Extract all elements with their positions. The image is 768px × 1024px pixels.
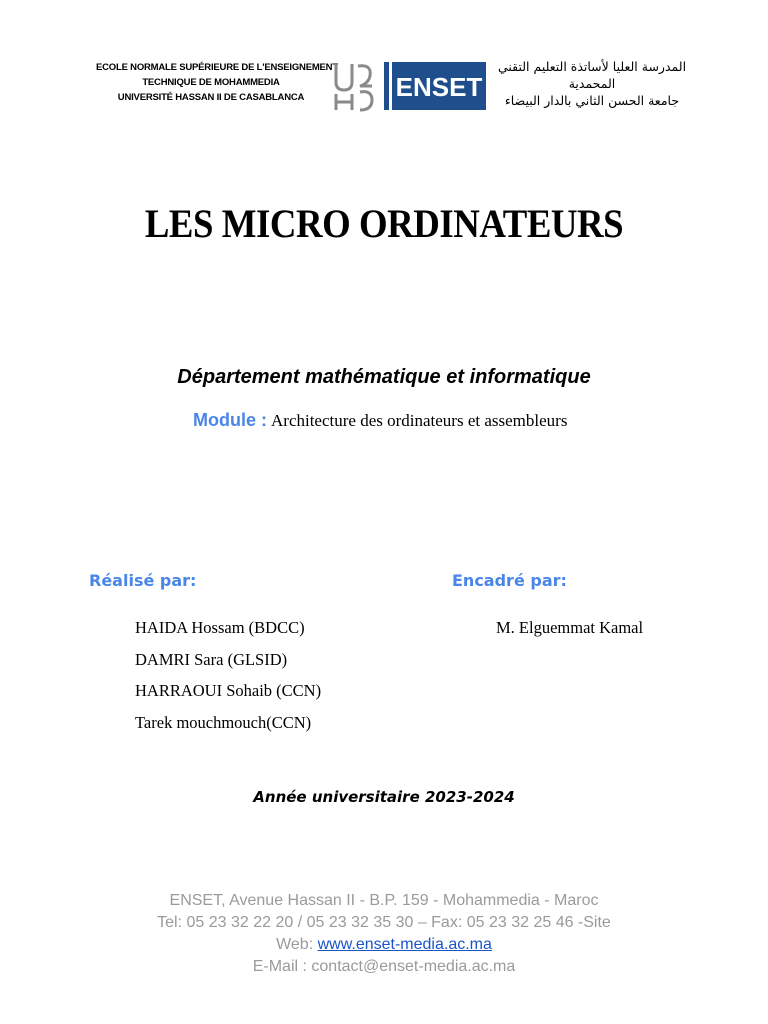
school-name-fr-line: TECHNIQUE DE MOHAMMEDIA — [142, 77, 280, 88]
page-header — [96, 56, 696, 116]
encadre-label: Encadré par: — [452, 571, 567, 590]
logo-divider — [384, 62, 389, 110]
footer-web-line — [0, 934, 768, 956]
school-name-ar-line: المدرسة العليا لأساتذة التعليم التقني — [497, 59, 687, 74]
department-name: Département mathématique et informatique — [177, 366, 591, 388]
student-list — [135, 617, 321, 743]
module-label: Module : — [193, 410, 267, 430]
academic-year: Année universitaire 2023-2024 — [253, 788, 515, 806]
school-name-fr-line: ECOLE NORMALE SUPÉRIEURE DE L'ENSEIGNEMENT — [96, 62, 338, 73]
footer-address: ENSET, Avenue Hassan II - B.P. 159 - Mohammedia - Maroc — [169, 892, 599, 909]
realise-label: Réalisé par: — [89, 571, 197, 590]
footer-contact — [0, 890, 768, 978]
student-name: DAMRI Sara (GLSID) — [135, 649, 288, 669]
website-link[interactable]: www.enset-media.ac.ma — [317, 936, 492, 953]
student-name: Tarek mouchmouch(CCN) — [135, 712, 312, 732]
student-name: HAIDA Hossam (BDCC) — [135, 618, 305, 637]
school-name-ar-line: المحمدية — [568, 76, 616, 91]
footer-phones: Tel: 05 23 32 22 20 / 05 23 32 35 30 – Fax: 05 23 32 25 46 -Site — [157, 914, 611, 931]
module-value: Architecture des ordinateurs et assembleurs — [271, 411, 568, 430]
school-name-fr-line: UNIVERSITÉ HASSAN II DE CASABLANCA — [117, 92, 305, 103]
document-title: LES MICRO ORDINATEURS — [144, 201, 624, 246]
supervisor-name: M. Elguemmat Kamal — [496, 618, 644, 637]
footer-web-label: Web: — [276, 936, 314, 953]
university-mark-icon — [336, 64, 372, 110]
module-line — [193, 410, 567, 431]
footer-email: E-Mail : contact@enset-media.ac.ma — [252, 958, 516, 975]
logo-text: ENSET — [395, 72, 483, 102]
school-name-ar — [492, 58, 692, 109]
student-name: HARRAOUI Sohaib (CCN) — [135, 681, 322, 700]
school-name-ar-line: جامعة الحسن الثاني بالدار البيضاء — [504, 93, 680, 108]
school-name-fr — [96, 60, 338, 105]
enset-logo — [332, 60, 488, 112]
